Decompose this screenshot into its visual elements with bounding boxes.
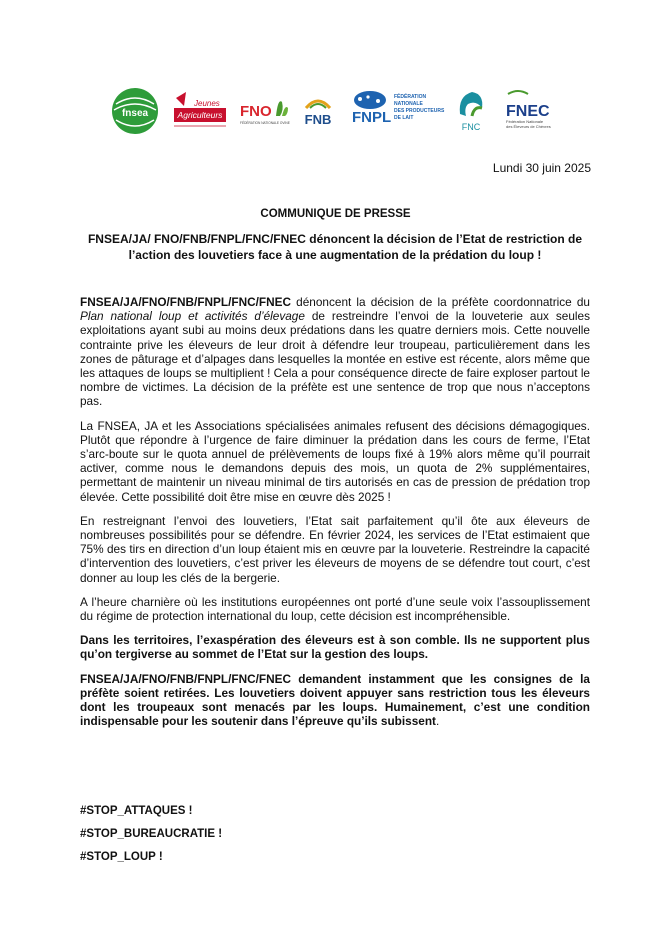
fnc-logo	[452, 86, 490, 136]
svg-text:NATIONALE: NATIONALE	[394, 101, 423, 107]
svg-text:Agriculteurs: Agriculteurs	[177, 110, 223, 120]
svg-text:FNPL: FNPL	[352, 109, 392, 126]
paragraph-1: FNSEA/JA/FNO/FNB/FNPL/FNC/FNEC dénoncent la décision de la préfète coordonnatrice du Plan national loup et activités d’élevage de restreindre l’envoi de la louveterie aux seules exploitations ayant subi au moins deux prédations dans les quatre derniers mois. Cette nouvelle contrainte prive les éleveurs de leur droit à défendre leur troupeau, particulièrement dans les zones de pâturage et d’alpages dans lesquelles la montée en estive est récente, alors même que les attaques de loups se multiplient ! Cela a pour conséquence directe de faire exploser partout le nombre de victimes. La décision de la préfète est une sentence de trop que nous n’acceptons pas.	[80, 295, 590, 409]
svg-text:Jeunes: Jeunes	[194, 99, 220, 108]
hashtag: #STOP_LOUP !	[80, 851, 163, 863]
svg-text:FNC: FNC	[461, 122, 481, 132]
fnsea-logo	[110, 86, 160, 136]
svg-text:FNO: FNO	[240, 103, 272, 120]
svg-text:des Éleveurs de Chèvres: des Éleveurs de Chèvres	[506, 124, 551, 129]
hashtag-list	[80, 805, 222, 874]
fno-logo	[238, 86, 290, 136]
press-body	[80, 295, 590, 738]
paragraph-4: A l’heure charnière où les institutions européennes ont porté d’une seule voix l’assouplissement du régime de protection international du loup, cette décision est incompréhensible.	[80, 594, 590, 624]
ja-logo	[172, 86, 228, 136]
paragraph-2: La FNSEA, JA et les Associations spécialisées animales refusent des décisions démagogiques. Plutôt que répondre à l’urgence de faire diminuer la prédation dans les cours de ferme, l’Etat s’arc-boute sur le quota annuel de prélèvements de loups fixé à 19% alors même qu’il pourrait activer, comme nous le demandons depuis des mois, un quota de 2% supplémentaires, permettant de maintenir un niveau minimal de tirs autorisés en cas de pression de prédation trop élevée. Cette possibilité doit être mise en œuvre dès 2025 !	[80, 418, 590, 504]
paragraph-3: En restreignant l’envoi des louvetiers, l’Etat sait parfaitement qu’il ôte aux éleveurs de nombreuses possibilités pour se défendre. En février 2024, les services de l’Etat estimaient que 75% des tirs en direction d’un loup étaient mis en œuvre par la louveterie. Restreindre la capacité d’intervention des louvetiers, c’est priver les éleveurs de moyens de se défendre tout court, c’est donner au loup les clés de la bergerie.	[80, 513, 590, 585]
svg-text:FNEC: FNEC	[506, 103, 550, 120]
press-title: COMMUNIQUE DE PRESSE	[260, 208, 411, 220]
press-date: Lundi 30 juin 2025	[492, 161, 591, 175]
svg-text:DE LAIT: DE LAIT	[394, 115, 414, 121]
svg-text:FÉDÉRATION: FÉDÉRATION	[394, 94, 427, 100]
hashtag: #STOP_BUREAUCRATIE !	[80, 828, 223, 840]
paragraph-6: FNSEA/JA/FNO/FNB/FNPL/FNC/FNEC demandent instamment que les consignes de la préfète soient retirées. Les louvetiers doivent appuyer sans restriction tous les éleveurs dont les troupeaux sont menacés par les loups. Humainement, c’est une condition indispensable pour les soutenir dans l’épreuve qu’ils subissent.	[80, 671, 590, 729]
fnec-logo	[498, 86, 560, 136]
svg-text:FNB: FNB	[304, 112, 332, 127]
hashtag: #STOP_ATTAQUES !	[80, 805, 193, 817]
press-headline: FNSEA/JA/ FNO/FNB/FNPL/FNC/FNEC dénoncent la décision de l’Etat de restriction de l’action des louvetiers face à une augmentation de la prédation du loup !	[87, 232, 583, 262]
fnb-logo	[296, 86, 340, 136]
fnsea-logo-text: fnsea	[121, 108, 149, 119]
svg-text:FÉDÉRATION NATIONALE OVINE: FÉDÉRATION NATIONALE OVINE	[240, 121, 290, 125]
fnpl-logo	[348, 86, 446, 136]
paragraph-5: Dans les territoires, l’exaspération des éleveurs est à son comble. Ils ne supportent plus qu’on tergiverse au sommet de l’Etat sur la gestion des loups.	[80, 633, 590, 662]
logo-strip	[110, 86, 560, 136]
svg-text:DES PRODUCTEURS: DES PRODUCTEURS	[394, 108, 445, 114]
svg-text:Fédération Nationale: Fédération Nationale	[506, 119, 544, 124]
